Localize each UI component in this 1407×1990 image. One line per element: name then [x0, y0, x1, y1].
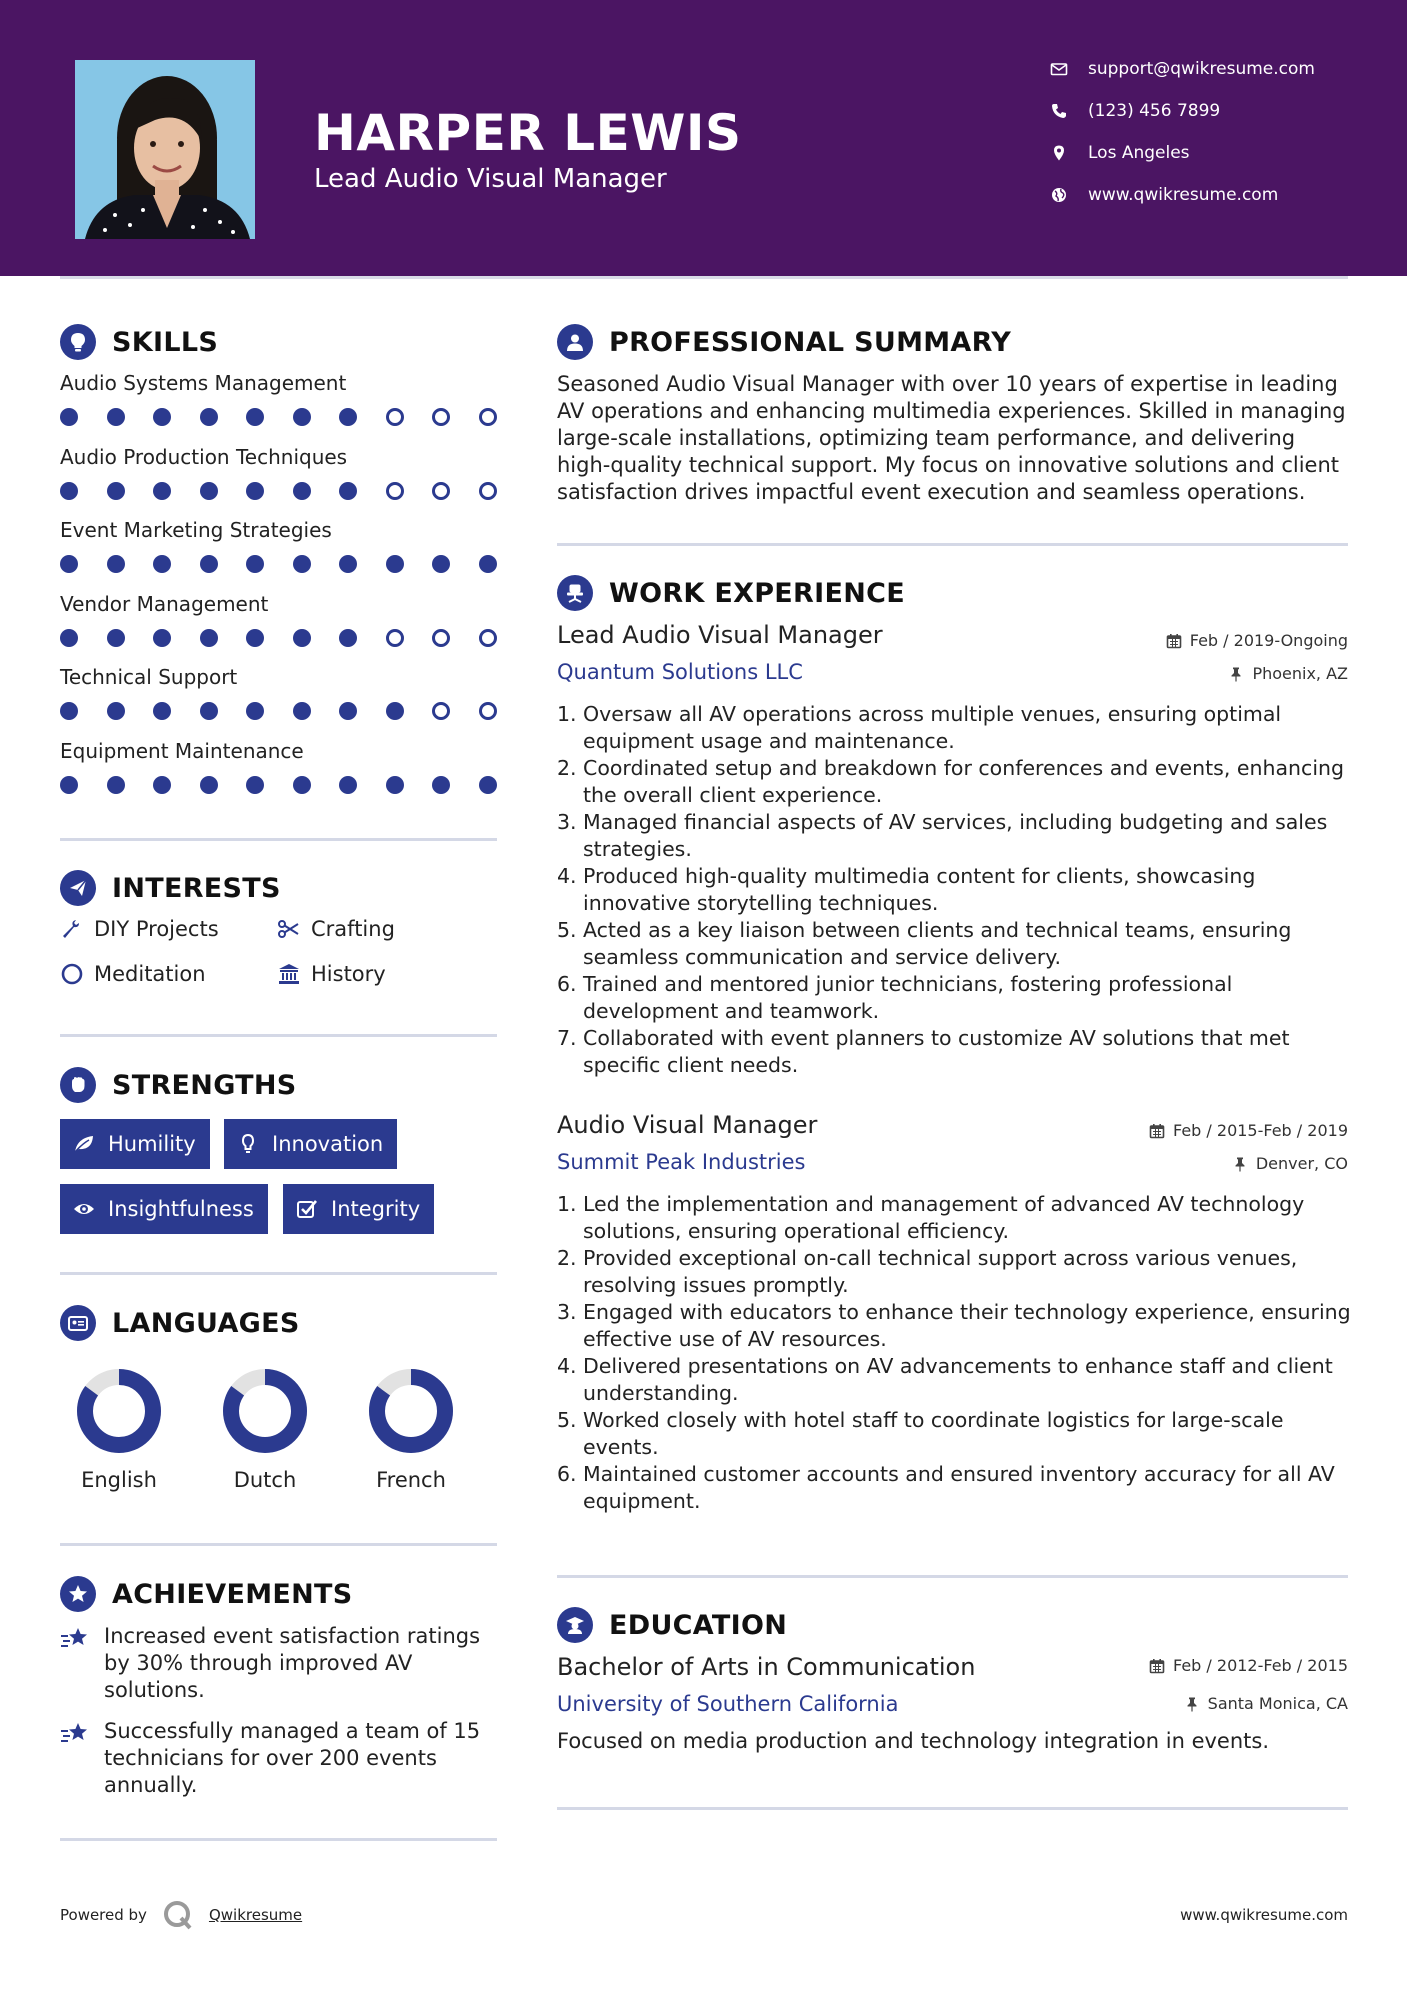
job-location [1232, 1154, 1348, 1173]
skill-name: Equipment Maintenance [60, 738, 304, 763]
responsibility-item [557, 1025, 1357, 1079]
list-number: 1. [557, 1192, 577, 1216]
list-number: 3. [557, 810, 577, 834]
skill-dot-filled [153, 629, 171, 647]
responsibility-text: Produced high-quality multimedia content for clients, showcasing innovative storytelling techniques. [583, 864, 1256, 915]
section-divider [60, 1272, 497, 1275]
skill-dot-filled [293, 629, 311, 647]
id-card-icon [60, 1305, 96, 1341]
responsibility-item [557, 971, 1357, 1025]
experience-title: WORK EXPERIENCE [609, 577, 905, 609]
interest-label: DIY Projects [94, 917, 219, 941]
skill-name: Audio Systems Management [60, 371, 347, 395]
skills-title: SKILLS [112, 326, 219, 358]
education-date [1149, 1656, 1348, 1675]
responsibility-item [557, 1191, 1357, 1245]
list-number: 6. [557, 972, 577, 996]
qwikresume-logo-icon [161, 1898, 195, 1932]
contact-phone[interactable] [1050, 99, 1220, 123]
list-number: 4. [557, 864, 577, 888]
responsibility-text: Provided exceptional on-call technical support across various venues, resolving issues promptly. [583, 1246, 1298, 1297]
language-label: French [376, 1468, 446, 1492]
skill-dot-filled [293, 408, 311, 426]
skill-dot-filled [60, 776, 78, 794]
language-item [346, 1366, 476, 1492]
strengths-title: STRENGTHS [112, 1069, 297, 1101]
skill-dot-filled [339, 555, 357, 573]
interest-item [277, 962, 386, 986]
calendar-icon [1149, 1658, 1165, 1674]
skill-dot-filled [246, 702, 264, 720]
interest-label: Crafting [311, 917, 395, 941]
skill-dot-filled [339, 629, 357, 647]
language-ring [74, 1366, 164, 1456]
envelope-icon [1050, 60, 1068, 78]
language-label: English [81, 1468, 157, 1492]
responsibility-item [557, 863, 1357, 917]
strength-tag [60, 1184, 268, 1234]
section-divider [557, 1807, 1348, 1810]
profile-photo [75, 60, 255, 239]
responsibility-text: Acted as a key liaison between clients and technical teams, ensuring seamless communication and service delivery. [583, 918, 1292, 969]
responsibility-text: Delivered presentations on AV advancements to enhance staff and client understanding. [583, 1354, 1333, 1405]
skill-dot-filled [386, 702, 404, 720]
skill-dot-filled [200, 555, 218, 573]
skill-rating [60, 482, 500, 502]
scissors-icon [277, 917, 301, 941]
eye-icon [72, 1197, 96, 1221]
contact-website[interactable] [1050, 183, 1278, 207]
skill-dot-filled [432, 776, 450, 794]
strength-label: Insightfulness [108, 1197, 254, 1221]
calendar-icon [1149, 1123, 1165, 1139]
skill-dot-empty [479, 629, 497, 647]
candidate-name: HARPER LEWIS [314, 104, 742, 162]
skill-rating [60, 629, 500, 649]
skill-dot-filled [386, 555, 404, 573]
wrench-icon [60, 917, 84, 941]
responsibility-text: Managed financial aspects of AV services, including budgeting and sales strategies. [583, 810, 1328, 861]
lightbulb-outline-icon [236, 1132, 260, 1156]
responsibility-text: Trained and mentored junior technicians, fostering professional development and teamwork. [583, 972, 1233, 1023]
header-divider [60, 276, 1348, 279]
strength-tag [60, 1119, 210, 1169]
footer-website[interactable]: www.qwikresume.com [1180, 1906, 1348, 1924]
achievements-heading [60, 1576, 353, 1612]
strength-tag [224, 1119, 397, 1169]
skill-dot-filled [432, 555, 450, 573]
website-text: www.qwikresume.com [1088, 185, 1279, 205]
skill-dot-filled [60, 702, 78, 720]
job-location-text: Phoenix, AZ [1252, 664, 1348, 683]
list-number: 5. [557, 1408, 577, 1432]
pushpin-icon [1228, 666, 1244, 682]
languages-heading [60, 1305, 300, 1341]
responsibility-item [557, 1407, 1357, 1461]
shooting-star-icon [60, 1720, 92, 1748]
section-divider [557, 1575, 1348, 1578]
list-number: 3. [557, 1300, 577, 1324]
strength-label: Integrity [331, 1197, 421, 1221]
interest-item [277, 917, 395, 941]
job-date [1166, 631, 1348, 650]
responsibility-item [557, 1461, 1357, 1515]
job-responsibilities [557, 701, 1357, 1079]
candidate-title: Lead Audio Visual Manager [314, 164, 667, 194]
user-icon [557, 324, 593, 360]
calendar-icon [1166, 633, 1182, 649]
powered-by-text: Powered by [60, 1906, 147, 1924]
skill-dot-filled [479, 776, 497, 794]
skill-dot-empty [479, 408, 497, 426]
skill-dot-filled [246, 776, 264, 794]
circle-icon [60, 962, 84, 986]
strengths-heading [60, 1067, 297, 1103]
achievement-item [60, 1623, 500, 1704]
skill-rating [60, 555, 500, 575]
phone-text: (123) 456 7899 [1088, 101, 1221, 121]
achievement-text: Successfully managed a team of 15 technicians for over 200 events annually. [104, 1719, 481, 1797]
language-label: Dutch [233, 1468, 297, 1492]
responsibility-text: Oversaw all AV operations across multiple venues, ensuring optimal equipment usage and maintenance. [583, 702, 1282, 753]
paper-plane-icon [60, 870, 96, 906]
responsibility-item [557, 917, 1357, 971]
job-responsibilities [557, 1191, 1357, 1515]
globe-icon [1050, 186, 1068, 204]
language-ring [220, 1366, 310, 1456]
achievements-title: ACHIEVEMENTS [112, 1578, 353, 1610]
skill-dot-empty [432, 482, 450, 500]
office-chair-icon [557, 575, 593, 611]
skill-dot-filled [153, 776, 171, 794]
list-number: 1. [557, 702, 577, 726]
location-text: Los Angeles [1088, 143, 1190, 163]
interest-item [60, 917, 219, 941]
skill-dot-empty [386, 629, 404, 647]
pushpin-icon [1184, 1696, 1200, 1712]
section-divider [60, 1034, 497, 1037]
section-divider [60, 838, 497, 841]
section-divider [557, 543, 1348, 546]
achievement-item [60, 1718, 500, 1799]
skill-dot-empty [479, 482, 497, 500]
skill-name: Technical Support [60, 665, 238, 689]
skill-dot-filled [107, 629, 125, 647]
experience-heading [557, 575, 905, 611]
skill-dot-filled [246, 555, 264, 573]
resume-header [0, 0, 1407, 276]
skill-name: Event Marketing Strategies [60, 518, 332, 542]
skill-dot-filled [293, 555, 311, 573]
language-ring [366, 1366, 456, 1456]
skill-dot-empty [386, 482, 404, 500]
strength-label: Humility [108, 1132, 196, 1156]
skill-dot-filled [479, 555, 497, 573]
skill-dot-empty [432, 408, 450, 426]
checkbox-icon [295, 1197, 319, 1221]
list-number: 4. [557, 1354, 577, 1378]
list-number: 5. [557, 918, 577, 942]
skill-dot-filled [339, 408, 357, 426]
skill-dot-filled [200, 776, 218, 794]
skill-dot-empty [432, 629, 450, 647]
skill-dot-filled [107, 702, 125, 720]
education-location-text: Santa Monica, CA [1207, 1694, 1348, 1713]
responsibility-text: Coordinated setup and breakdown for conferences and events, enhancing the overall client experience. [583, 756, 1345, 807]
skill-dot-empty [432, 702, 450, 720]
strength-tag [283, 1184, 434, 1234]
summary-text: Seasoned Audio Visual Manager with over 10 years of expertise in leading AV operations and enhancing multimedia experiences. Skilled in managing large-scale installations, optimizing team performance, and delivering high-quality technical support. My focus on innovative solutions and client satisfaction drives impactful event execution and seamless operations. [557, 372, 1346, 504]
skill-dot-filled [200, 408, 218, 426]
language-item [200, 1366, 330, 1492]
interest-item [60, 962, 206, 986]
education-degree: Bachelor of Arts in Communication [557, 1653, 976, 1681]
shooting-star-icon [60, 1625, 92, 1653]
skill-dot-filled [153, 555, 171, 573]
contact-email[interactable] [1050, 57, 1315, 81]
responsibility-item [557, 1299, 1357, 1353]
responsibility-item [557, 809, 1357, 863]
raised-fist-icon [60, 1067, 96, 1103]
list-number: 6. [557, 1462, 577, 1486]
summary-title: PROFESSIONAL SUMMARY [609, 326, 1012, 358]
languages-title: LANGUAGES [112, 1307, 300, 1339]
skill-dot-filled [60, 555, 78, 573]
skill-dot-filled [60, 629, 78, 647]
skill-dot-filled [339, 482, 357, 500]
skill-name: Audio Production Techniques [60, 444, 348, 469]
job-title: Lead Audio Visual Manager [557, 621, 883, 649]
interests-title: INTERESTS [112, 872, 281, 904]
skill-dot-filled [107, 408, 125, 426]
language-item [54, 1366, 184, 1492]
skill-dot-filled [200, 482, 218, 500]
education-school: University of Southern California [557, 1692, 899, 1716]
skill-dot-filled [293, 776, 311, 794]
list-number: 2. [557, 756, 577, 780]
skill-dot-filled [107, 482, 125, 500]
strength-label: Innovation [272, 1132, 384, 1156]
job-location-text: Denver, CO [1255, 1154, 1348, 1173]
skill-dot-filled [339, 776, 357, 794]
job-company: Summit Peak Industries [557, 1150, 806, 1174]
skill-dot-filled [153, 408, 171, 426]
email-text: support@qwikresume.com [1088, 59, 1315, 79]
contact-location [1050, 141, 1190, 165]
responsibility-text: Engaged with educators to enhance their technology experience, ensuring effective use of AV resources. [583, 1300, 1351, 1351]
education-date-text: Feb / 2012-Feb / 2015 [1173, 1656, 1348, 1675]
education-description: Focused on media production and technology integration in events. [557, 1729, 1270, 1753]
leaf-icon [72, 1132, 96, 1156]
lightbulb-icon [60, 324, 96, 360]
star-badge-icon [60, 1576, 96, 1612]
responsibility-text: Worked closely with hotel staff to coordinate logistics for large-scale events. [583, 1408, 1284, 1459]
responsibility-text: Collaborated with event planners to customize AV solutions that met specific client needs. [583, 1026, 1290, 1077]
section-divider [60, 1838, 497, 1841]
skill-dot-filled [107, 555, 125, 573]
skill-dot-filled [200, 702, 218, 720]
footer-branding [60, 1898, 302, 1932]
phone-icon [1050, 102, 1068, 120]
pushpin-icon [1232, 1156, 1248, 1172]
job-company: Quantum Solutions LLC [557, 660, 803, 684]
skill-dot-filled [339, 702, 357, 720]
skill-dot-filled [153, 482, 171, 500]
skill-rating [60, 702, 500, 722]
job-date [1149, 1121, 1348, 1140]
skill-dot-filled [246, 629, 264, 647]
skill-dot-filled [386, 776, 404, 794]
section-divider [60, 1543, 497, 1546]
job-date-text: Feb / 2015-Feb / 2019 [1173, 1121, 1348, 1140]
education-heading [557, 1607, 787, 1643]
skill-dot-filled [200, 629, 218, 647]
job-date-text: Feb / 2019-Ongoing [1189, 631, 1348, 650]
skill-dot-filled [60, 408, 78, 426]
education-title: EDUCATION [609, 1609, 788, 1641]
skill-rating [60, 408, 500, 428]
responsibility-item [557, 1353, 1357, 1407]
list-number: 2. [557, 1246, 577, 1270]
job-location [1228, 664, 1348, 683]
summary-heading [557, 324, 1011, 360]
skill-dot-filled [153, 702, 171, 720]
job-title: Audio Visual Manager [557, 1111, 818, 1139]
interest-label: History [311, 962, 386, 986]
skill-dot-empty [386, 408, 404, 426]
skill-dot-filled [246, 482, 264, 500]
list-number: 7. [557, 1026, 577, 1050]
education-location [1184, 1694, 1348, 1713]
achievement-text: Increased event satisfaction ratings by 30% through improved AV solutions. [104, 1624, 481, 1702]
skill-dot-filled [246, 408, 264, 426]
responsibility-item [557, 701, 1357, 755]
map-pin-icon [1050, 144, 1068, 162]
responsibility-item [557, 755, 1357, 809]
skill-dot-filled [293, 702, 311, 720]
responsibility-text: Led the implementation and management of advanced AV technology solutions, ensuring operational efficiency. [583, 1192, 1305, 1243]
skill-dot-filled [107, 776, 125, 794]
interests-heading [60, 870, 281, 906]
interest-label: Meditation [94, 962, 206, 986]
skill-dot-filled [60, 482, 78, 500]
skill-dot-filled [293, 482, 311, 500]
responsibility-item [557, 1245, 1357, 1299]
qwikresume-link[interactable]: Qwikresume [208, 1906, 303, 1924]
responsibility-text: Maintained customer accounts and ensured inventory accuracy for all AV equipment. [583, 1462, 1335, 1513]
museum-icon [277, 962, 301, 986]
skill-dot-empty [479, 702, 497, 720]
skills-heading [60, 324, 218, 360]
skill-rating [60, 776, 500, 796]
graduate-icon [557, 1607, 593, 1643]
skill-name: Vendor Management [60, 591, 269, 616]
